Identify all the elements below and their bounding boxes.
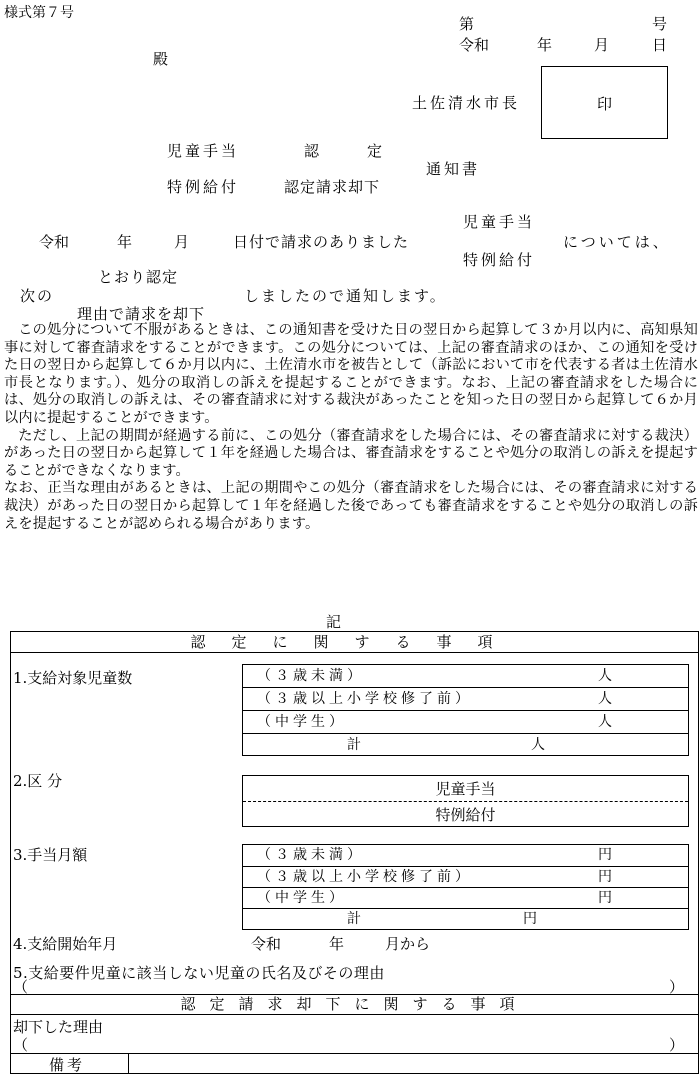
date-era: 令和 [459,36,490,54]
remarks-label: 備考 [49,1056,86,1074]
category-child-allowance: 児童手当 [435,780,496,798]
row-label: （３歳以上小学校修了前） [257,869,473,885]
ki-label: 記 [326,613,342,631]
intro-reject-option: 理由で請求を却下 [77,305,206,323]
start-month: 月から [385,935,431,953]
intro-request-text: 日付で請求のありました [233,233,410,251]
item5-open-paren: （ [13,978,29,996]
title-suffix: 通知書 [426,160,481,178]
section-rejection-heading: 認定請求却下に関する事項 [180,995,529,1013]
child-count-row-3-to-elementary [243,687,688,710]
title-type-rejection: 認定請求却下 [284,178,381,196]
rejection-reason-label: 却下した理由 [13,1018,104,1036]
item5-close-paren: ） [669,978,685,996]
total-unit: 人 [531,737,545,753]
category-box [242,775,689,827]
intro-era: 令和 [39,233,70,251]
title-type-approval: 認 定 [304,142,389,160]
intro-month: 月 [174,233,190,251]
appeal-notice-text [4,322,698,533]
item5-label: 5.支給要件児童に該当しない児童の氏名及びその理由 [13,964,385,982]
item4-label: 4.支給開始年月 [13,935,118,953]
category-divider [243,801,688,802]
row-label: （中学生） [257,714,347,730]
intro-option-child-allowance: 児童手当 [463,213,536,231]
total-unit: 円 [523,911,537,927]
intro-year: 年 [117,233,133,251]
date-year: 年 [537,36,553,54]
amount-row-total [243,908,688,930]
addressee-honorific: 殿 [153,50,169,68]
row-label: （３歳未満） [257,668,365,684]
doc-number-prefix: 第 [459,15,475,33]
row-unit: 人 [598,691,612,707]
seal-mark: 印 [596,95,612,113]
rejection-open-paren: （ [13,1036,29,1054]
start-year: 年 [329,935,345,953]
row-unit: 円 [598,847,612,863]
remarks-column-divider [128,1053,129,1074]
intro-closing: しましたので通知します。 [244,287,447,305]
title-option-special-benefit: 特例給付 [167,178,240,196]
amount-row-3-to-elementary [243,866,688,888]
intro-approve-option: とおり認定 [98,268,179,286]
section2-heading-divider [11,1014,698,1015]
rejection-close-paren: ） [669,1036,685,1054]
intro-option-special-benefit: 特例給付 [463,251,536,269]
row-unit: 人 [598,668,612,684]
intro-next: 次の [20,287,55,305]
total-label: 計 [347,737,361,753]
category-special-benefit: 特例給付 [435,806,496,824]
row-label: （３歳未満） [257,847,365,863]
section-approval-heading: 認定に関する事項 [190,633,519,651]
date-day: 日 [652,36,668,54]
row-unit: 人 [598,714,612,730]
intro-about: については、 [563,233,671,251]
doc-number-suffix: 号 [652,15,668,33]
date-month: 月 [594,36,610,54]
form-number: 様式第７号 [4,5,74,21]
amount-row-under3 [243,845,688,866]
appeal-paragraph-2: ただし、上記の期間が経過する前に、この処分（審査請求をした場合には、その審査請求に対する裁決）があった日の翌日から起算して１年を経過した場合は、審査請求をすることや処分の取消しの訴えを提起することができなくなります。 [4,427,698,479]
appeal-paragraph-3: なお、正当な理由があるときは、上記の期間やこの処分（審査請求をした場合には、その審査請求に対する裁決）があった日の翌日から起算して１年を経過した後であっても審査請求をすることや処分の取消しの訴えを提起することが認められる場合があります。 [4,480,698,532]
child-count-row-total [243,733,688,756]
child-count-box [242,664,689,756]
title-option-child-allowance: 児童手当 [167,142,240,160]
item1-label: 1.支給対象児童数 [13,669,133,687]
remarks-divider [11,1053,698,1054]
details-table [10,631,699,1074]
item3-label: 3.手当月額 [13,846,88,864]
row-unit: 円 [598,869,612,885]
item2-label: 2.区 分 [13,772,63,790]
monthly-amount-box [242,844,689,930]
child-count-row-under3 [243,665,688,687]
child-count-row-junior-high [243,710,688,733]
row-label: （中学生） [257,890,347,906]
row-label: （３歳以上小学校修了前） [257,691,473,707]
heading-divider [11,652,698,653]
amount-row-junior-high [243,887,688,909]
issuer-name: 土佐清水市長 [412,94,521,112]
row-unit: 円 [598,890,612,906]
appeal-paragraph-1: この処分について不服があるときは、この通知書を受けた日の翌日から起算して３か月以内に、高知県知事に対して審査請求をすることができます。この処分については、上記の審査請求のほか、この通知を受けた日の翌日から起算して６か月以内に、土佐清水市を被告として（訴訟において市を代表する者は土佐清水市長となります。）、処分の取消しの訴えを提起することができます。なお、上記の審査請求をした場合には、処分の取消しの訴えは、その審査請求に対する裁決があったことを知った日の翌日から起算して６か月以内に提起することができます。 [4,322,698,426]
seal-box [541,66,668,139]
total-label: 計 [347,911,361,927]
start-era: 令和 [251,935,282,953]
